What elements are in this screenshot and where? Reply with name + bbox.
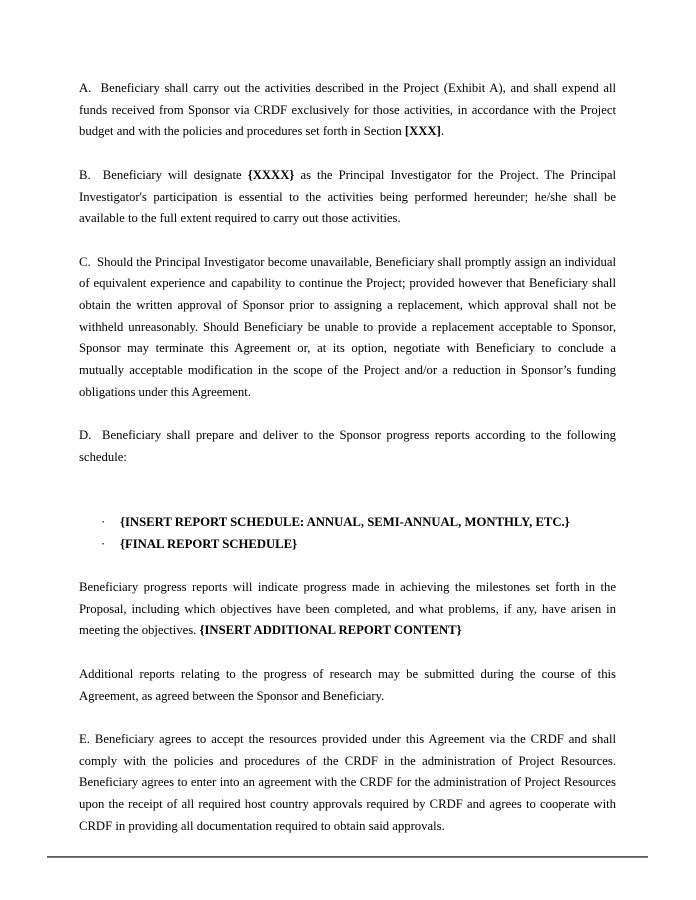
- paragraph-e-label: E.: [79, 731, 90, 746]
- paragraph-b-placeholder: {XXXX}: [247, 167, 295, 182]
- footer-separator: [47, 856, 648, 858]
- paragraph-report-contents-text: Beneficiary progress reports will indicate progress made in achieving the milestones set forth in the Proposal, including which objectives have been completed, and what problems, if any, have arisen in meeting the objectives.: [79, 580, 616, 638]
- paragraph-e-text: Beneficiary agrees to accept the resources provided under this Agreement via the CRDF and shall comply with the policies and procedures of the CRDF in the administration of Project Resources. Beneficiary agrees to enter into an agreement with the CRDF for the administration of Project Resources upon the receipt of all required host country approvals required by CRDF and agrees to cooperate with CRDF in providing all documentation required to obtain said approvals.: [79, 731, 617, 833]
- paragraph-a-label: A.: [79, 81, 92, 95]
- list-item-label: {INSERT REPORT SCHEDULE: ANNUAL, SEMI-ANNUAL, MONTHLY, ETC.}: [120, 514, 570, 529]
- paragraph-a-text: Beneficiary shall carry out the activities described in the Project (Exhibit A), and shall expend all funds received from Sponsor via CRDF exclusively for those activities, in accordance with the Project budget and with the policies and procedures set forth in Section: [79, 81, 616, 139]
- paragraph-c: [79, 252, 616, 404]
- paragraph-d-text: Beneficiary shall prepare and deliver to the Sponsor progress reports according to the following schedule:: [79, 428, 616, 464]
- paragraph-additional-reports-text: Additional reports relating to the progress of research may be submitted during the course of this Agreement, as agreed between the Sponsor and Beneficiary.: [79, 666, 616, 703]
- bullet-icon: ·: [101, 514, 106, 529]
- paragraph-b-label: B.: [79, 167, 91, 182]
- bullet-list-spacer: [79, 490, 616, 512]
- paragraph-d-label: D.: [79, 428, 92, 443]
- paragraph-report-contents: [79, 577, 616, 642]
- paragraph-a-placeholder: [XXX]: [404, 124, 441, 139]
- paragraph-d: [79, 425, 616, 468]
- paragraph-b-text-end: as the Principal Investigator for the Project. The Principal Investigator's participation is essential to the activities being performed hereunder; he/she shall be available to the full extent required to carry out those activities.: [79, 167, 617, 226]
- paragraph-b: [79, 165, 616, 230]
- list-item: [79, 534, 616, 556]
- bullet-icon: ·: [101, 536, 106, 551]
- paragraph-b-text: Beneficiary will designate: [102, 167, 248, 182]
- paragraph-c-text: Should the Principal Investigator become unavailable, Beneficiary shall promptly assign an individual of equivalent experience and capability to continue the Project; provided however that Beneficiary shall obtain the written approval of Sponsor prior to assigning a replacement, which approval shall not be withheld unreasonably. Should Beneficiary be unable to provide a replacement acceptable to Sponsor, Sponsor may terminate this Agreement or, at its option, negotiate with Beneficiary to conclude a mutually acceptable modification in the scope of the Project and/or a reduction in Sponsor’s funding obligations under this Agreement.: [79, 254, 617, 399]
- paragraph-e: [79, 729, 616, 838]
- list-item-label: {FINAL REPORT SCHEDULE}: [120, 536, 298, 551]
- document-body: [79, 78, 616, 837]
- paragraph-report-contents-placeholder: {INSERT ADDITIONAL REPORT CONTENT}: [199, 623, 462, 638]
- paragraph-a: [79, 78, 616, 143]
- list-item: [79, 512, 616, 534]
- paragraph-c-label: C.: [79, 254, 91, 269]
- paragraph-additional-reports: [79, 664, 616, 707]
- paragraph-a-text-end: .: [440, 124, 445, 139]
- schedule-bullet-list: [79, 512, 616, 555]
